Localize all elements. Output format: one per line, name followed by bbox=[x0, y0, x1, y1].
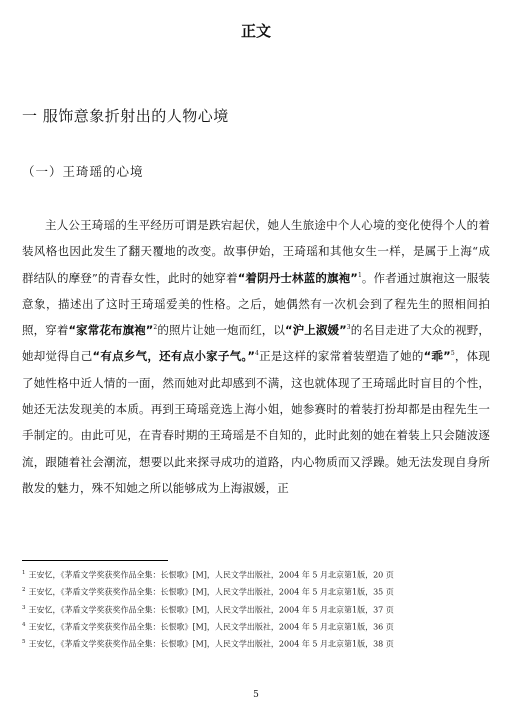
footnote-mark: 3 bbox=[22, 604, 26, 611]
body-paragraph bbox=[22, 212, 490, 501]
footnote bbox=[22, 618, 492, 635]
footnote bbox=[22, 583, 492, 600]
footnotes bbox=[22, 566, 492, 652]
footnote-text: 王安忆，《茅盾文学奖获奖作品全集：长恨歌》[M]，人民文学出版社，2004 年 5 月北京第1版，37 页 bbox=[28, 605, 394, 615]
footnote-ref: 1 bbox=[357, 271, 362, 279]
footnote-text: 王安忆，《茅盾文学奖获奖作品全集：长恨歌》[M]，人民文学出版社，2004 年 5 月北京第1版，35 页 bbox=[28, 587, 394, 597]
footnote-mark: 5 bbox=[22, 639, 26, 645]
footnote-text: 王安忆，《茅盾文学奖获奖作品全集：长恨歌》[M]，人民文学出版社，2004 年 5 月北京第1版，36 页 bbox=[28, 622, 394, 632]
page-number: 5 bbox=[253, 690, 259, 700]
footnote-mark: 1 bbox=[22, 570, 26, 576]
text-run: 的名目走进了大众的视野，她却觉得自己 bbox=[22, 323, 491, 364]
footnote-ref: 2 bbox=[153, 324, 158, 332]
text-run: 主人公王琦瑶的生平经历可谓是跌宕起伏，她人生旅途中个人心境的变化使得个人的着装风格也因此发生了翻天覆地的改变。故事伊始，王琦瑶和其他女生一样，是属于上海“成群结队的摩登”的青春女性，此时的她穿着 bbox=[22, 218, 490, 285]
footnote-text: 王安忆，《茅盾文学奖获奖作品全集：长恨歌》[M]，人民文学出版社，2004 年 5 月北京第1版，20 页 bbox=[28, 570, 394, 580]
text-run: ，体现了她性格中近人情的一面，然而她对此却感到不满，这也就体现了王琦瑶此时盲目的个性，她还无法发现美的本质。再到王琦瑶竞选上海小姐，她参赛时的着装打扮却都是由程先生一手制定的。由此可见，在青春时期的王琦瑶是不自知的，此时此刻的她在着装上只会随波逐流，跟随着社会潮流，想要以此来探寻成功的道路，内心物质而又浮躁。她无法发现自身所散发的魅力，殊不知她之所以能够成为上海淑媛，正 bbox=[22, 349, 490, 495]
text-run: 。作者通过旗袍这一服装意象，描述出了这时王琦瑶爱美的性格。之后，她偶然有一次机会到了程先生的照相间拍照，穿着 bbox=[22, 270, 490, 338]
section-heading: （一）王琦瑶的心境 bbox=[22, 164, 144, 179]
footnote bbox=[22, 566, 492, 583]
quoted-phrase: “家常花布旗袍” bbox=[68, 323, 154, 338]
text-run: 正是这样的家常着装塑造了她的 bbox=[258, 349, 424, 364]
chapter-heading: 一 服饰意象折射出的人物心境 bbox=[22, 107, 229, 125]
quoted-phrase: “乖” bbox=[423, 349, 451, 364]
footnote-divider bbox=[22, 560, 168, 561]
footnote-ref: 5 bbox=[450, 350, 455, 358]
text-run: 的照片让她一炮而红，以 bbox=[157, 323, 286, 338]
quoted-phrase: “着阴丹士林蓝的旗袍” bbox=[237, 270, 358, 285]
footnote-text: 王安忆，《茅盾文学奖获奖作品全集：长恨歌》[M]，人民文学出版社，2004 年 5 月北京第1版，38 页 bbox=[28, 639, 394, 649]
footnote-ref: 3 bbox=[346, 324, 351, 332]
page-title: 正文 bbox=[240, 22, 271, 40]
footnote-ref: 4 bbox=[255, 350, 259, 358]
footnote-mark: 2 bbox=[22, 587, 26, 594]
quoted-phrase: “沪上淑媛” bbox=[285, 323, 347, 338]
footnote bbox=[22, 635, 492, 652]
footnote bbox=[22, 601, 492, 618]
body-text bbox=[22, 212, 490, 501]
quoted-phrase: “有点乡气，还有点小家子气。” bbox=[92, 349, 255, 364]
footnote-mark: 4 bbox=[22, 621, 26, 628]
